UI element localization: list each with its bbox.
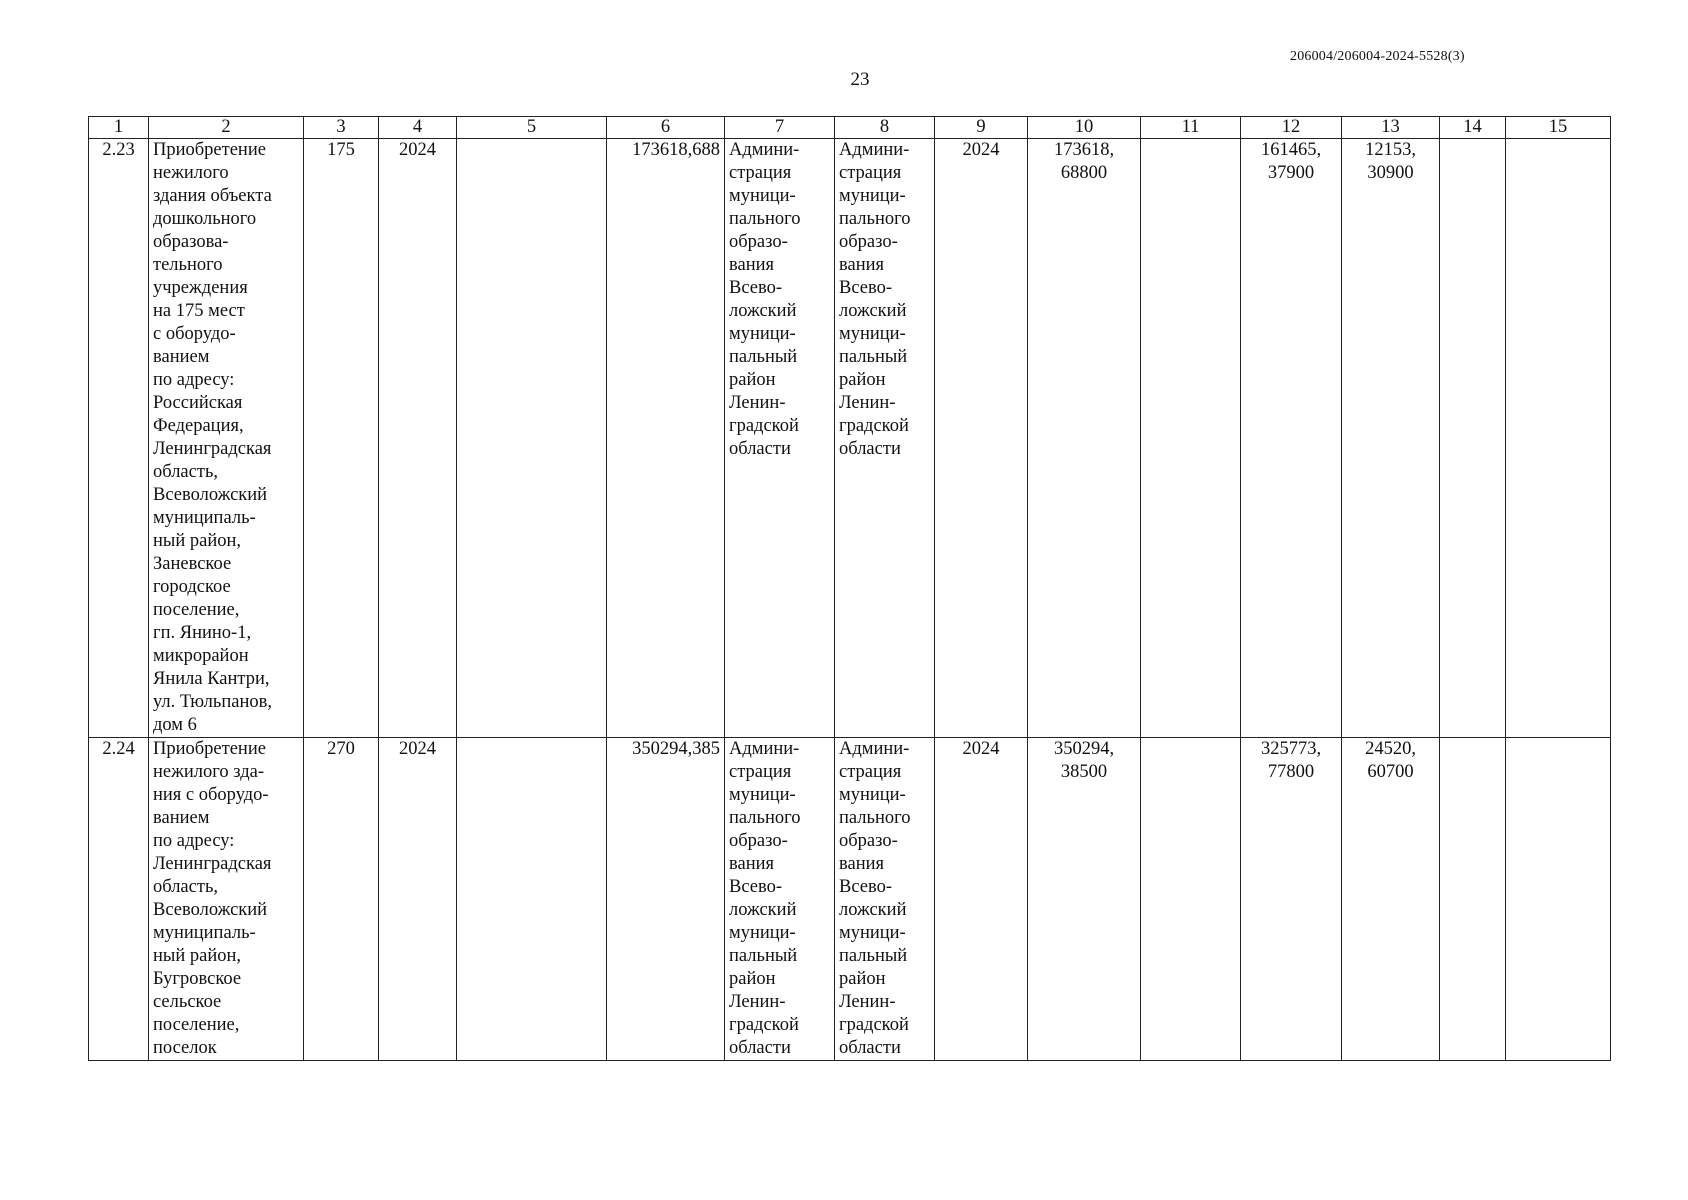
cell-col8: Админи- страция муници- пального образо- вания Всево- ложский муници- пальный район Ленин- градской области bbox=[835, 738, 935, 1061]
cell-col9: 2024 bbox=[935, 738, 1028, 1061]
table-row bbox=[89, 139, 1611, 738]
row-number: 2.23 bbox=[89, 139, 149, 738]
cell-col6: 173618,688 bbox=[607, 139, 725, 738]
col-header-9: 9 bbox=[935, 117, 1028, 139]
col-header-1: 1 bbox=[89, 117, 149, 139]
cell-col13: 12153, 30900 bbox=[1342, 139, 1440, 738]
col-header-2: 2 bbox=[149, 117, 304, 139]
cell-col5 bbox=[457, 738, 607, 1061]
cell-col8: Админи- страция муници- пального образо- вания Всево- ложский муници- пальный район Ленин- градской области bbox=[835, 139, 935, 738]
cell-col12: 161465, 37900 bbox=[1241, 139, 1342, 738]
cell-col5 bbox=[457, 139, 607, 738]
col-header-8: 8 bbox=[835, 117, 935, 139]
col-header-11: 11 bbox=[1141, 117, 1241, 139]
object-description: Приобретение нежилого зда- ния с оборудо- ванием по адресу: Ленинградская область, Всеволожский муниципаль- ный район, Бугровское сельское поселение, поселок bbox=[149, 738, 304, 1061]
cell-col11 bbox=[1141, 738, 1241, 1061]
cell-col15 bbox=[1506, 139, 1611, 738]
cell-col10: 173618, 68800 bbox=[1028, 139, 1141, 738]
cell-col7: Админи- страция муници- пального образо- вания Всево- ложский муници- пальный район Ленин- градской области bbox=[725, 738, 835, 1061]
cell-col7: Админи- страция муници- пального образо- вания Всево- ложский муници- пальный район Ленин- градской области bbox=[725, 139, 835, 738]
cell-col14 bbox=[1440, 738, 1506, 1061]
col-header-4: 4 bbox=[379, 117, 457, 139]
col-header-3: 3 bbox=[304, 117, 379, 139]
col-header-13: 13 bbox=[1342, 117, 1440, 139]
row-number: 2.24 bbox=[89, 738, 149, 1061]
col-header-10: 10 bbox=[1028, 117, 1141, 139]
cell-col12: 325773, 77800 bbox=[1241, 738, 1342, 1061]
col-header-15: 15 bbox=[1506, 117, 1611, 139]
data-table bbox=[88, 116, 1611, 1061]
header-row bbox=[89, 117, 1611, 139]
cell-col4: 2024 bbox=[379, 139, 457, 738]
col-header-7: 7 bbox=[725, 117, 835, 139]
page-number: 23 bbox=[850, 69, 870, 90]
document-id: 206004/206004-2024-5528(3) bbox=[1290, 49, 1465, 64]
cell-col10: 350294, 38500 bbox=[1028, 738, 1141, 1061]
cell-col11 bbox=[1141, 139, 1241, 738]
col-header-12: 12 bbox=[1241, 117, 1342, 139]
cell-col14 bbox=[1440, 139, 1506, 738]
cell-col3: 270 bbox=[304, 738, 379, 1061]
col-header-6: 6 bbox=[607, 117, 725, 139]
cell-col9: 2024 bbox=[935, 139, 1028, 738]
cell-col15 bbox=[1506, 738, 1611, 1061]
table-row bbox=[89, 738, 1611, 1061]
col-header-14: 14 bbox=[1440, 117, 1506, 139]
cell-col13: 24520, 60700 bbox=[1342, 738, 1440, 1061]
object-description: Приобретение нежилого здания объекта дошкольного образова- тельного учреждения на 175 мест с оборудо- ванием по адресу: Российская Федерация, Ленинградская область, Всеволожский муниципаль- ный район, Заневское городское поселение, гп. Янино-1, микрорайон Янила Кантри, ул. Тюльпанов, дом 6 bbox=[149, 139, 304, 738]
cell-col3: 175 bbox=[304, 139, 379, 738]
cell-col6: 350294,385 bbox=[607, 738, 725, 1061]
cell-col4: 2024 bbox=[379, 738, 457, 1061]
col-header-5: 5 bbox=[457, 117, 607, 139]
